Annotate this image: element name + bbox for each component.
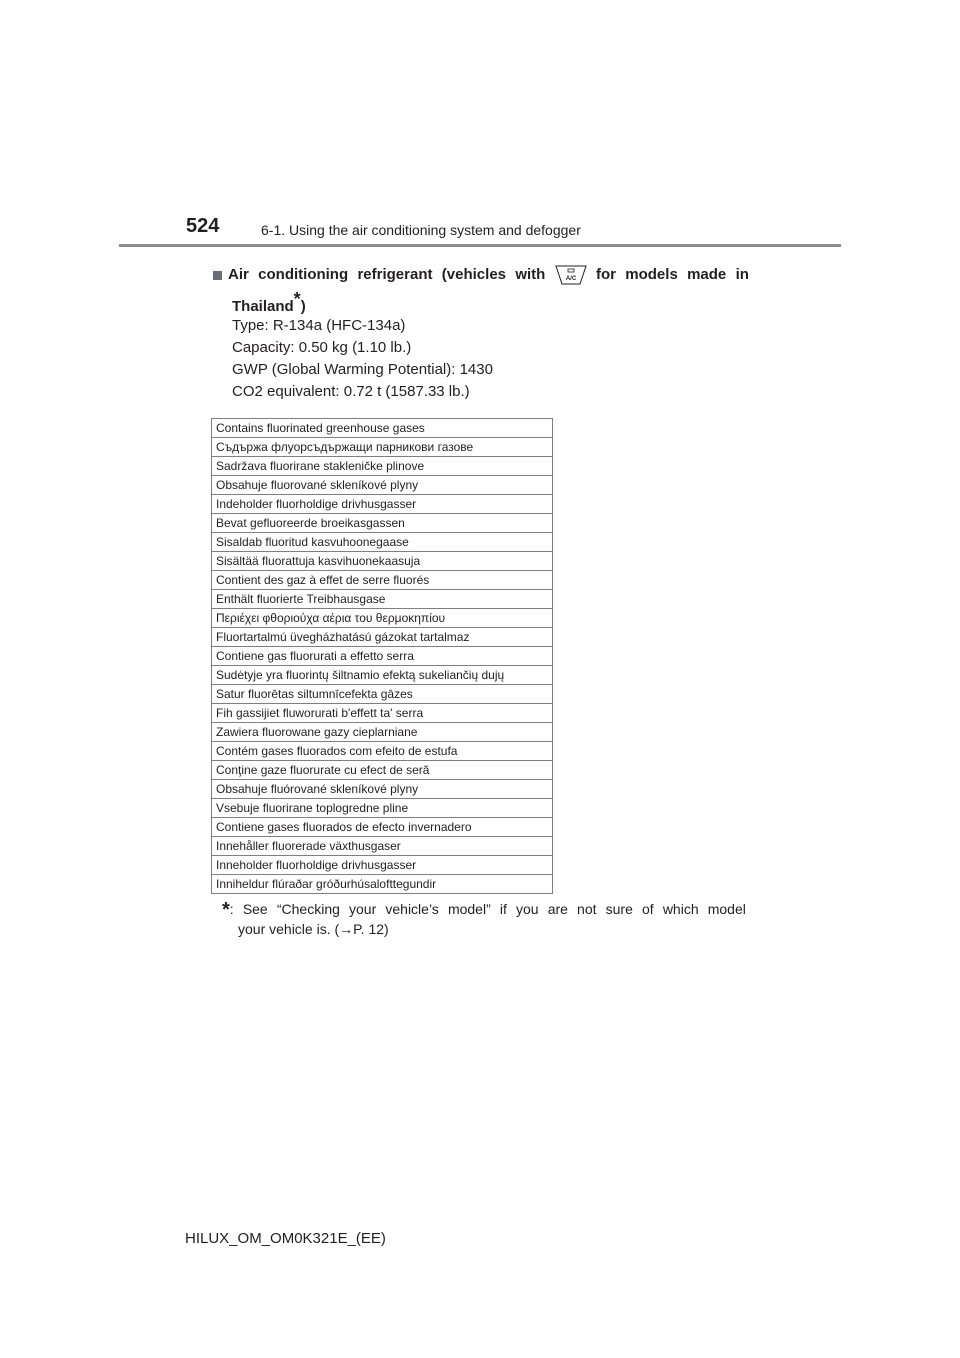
page-number: 524 [186,215,220,237]
table-row [212,818,553,837]
footnote-word: “Checking [276,901,340,917]
footnote-reference: * [293,289,301,309]
table-cell: Obsahuje fluorované skleníkové plyny [212,476,553,495]
table-cell: Bevat gefluoreerde broeikasgassen [212,514,553,533]
footnote-word: *: [222,899,234,921]
table-cell: Περιέχει φθοριούχα αέρια του θερμοκηπίου [212,609,553,628]
table-row [212,609,553,628]
table-row [212,419,553,438]
table-cell: Conţine gaze fluorurate cu efect de seră [212,761,553,780]
table-cell: Sadržava fluorirane stakleničke plinove [212,457,553,476]
heading-word: made [687,266,727,283]
table-cell: Obsahuje fluórované skleníkové plyny [212,780,553,799]
table-cell: Vsebuje fluorirane toplogredne pline [212,799,553,818]
table-row [212,685,553,704]
heading-word: (vehicles [441,266,507,283]
table-row [212,571,553,590]
table-row [212,742,553,761]
table-row [212,514,553,533]
table-row [212,780,553,799]
fluorinated-gases-table [211,418,553,894]
table-row [212,704,553,723]
footnote-line-2: your vehicle is. (→P. 12) [238,921,389,937]
table-cell: Contém gases fluorados com efeito de estufa [212,742,553,761]
table-cell: Enthält fluorierte Treibhausgase [212,590,553,609]
table-row [212,590,553,609]
footnote-word: sure [605,901,633,917]
footnote-word: vehicle’s [385,901,439,917]
table-row [212,761,553,780]
table-row [212,647,553,666]
footnote-word: not [577,901,597,917]
table-cell: Fih gassijiet fluworurati b'effett ta' serra [212,704,553,723]
table-cell: Satur fluorētas siltumnīcefekta gāzes [212,685,553,704]
document-id: HILUX_OM_OM0K321E_(EE) [185,1230,386,1247]
table-cell: Zawiera fluorowane gazy cieplarniane [212,723,553,742]
table-cell: Innehåller fluorerade växthusgaser [212,837,553,856]
refrigerant-heading [213,264,749,317]
bullet-square-icon [213,271,222,280]
footnote-word: See [242,901,268,917]
footnote-word: your [349,901,377,917]
heading-line-1 [213,264,749,286]
footnote-word: model” [447,901,491,917]
ac-button-icon [555,264,587,286]
section-title: 6-1. Using the air conditioning system and defogger [261,222,581,238]
spec-co2: CO2 equivalent: 0.72 t (1587.33 lb.) [232,383,470,400]
table-cell: Contiene gases fluorados de efecto invernadero [212,818,553,837]
heading-word: for [595,266,616,283]
table-row [212,875,553,894]
table-row [212,476,553,495]
table-row [212,457,553,476]
footnote-word: you [515,901,539,917]
table-row [212,799,553,818]
table-cell: Inniheldur flúraðar gróðurhúsalofttegundir [212,875,553,894]
table-row [212,837,553,856]
spec-type: Type: R-134a (HFC-134a) [232,317,406,334]
table-row [212,723,553,742]
footnote-word: model [707,901,746,917]
table-cell: Fluortartalmú üvegházhatású gázokat tartalmaz [212,628,553,647]
header-divider [119,244,841,247]
table-cell: Indeholder fluorholdige drivhusgasser [212,495,553,514]
heading-word: refrigerant [357,266,433,283]
spec-gwp: GWP (Global Warming Potential): 1430 [232,361,493,378]
table-row [212,438,553,457]
table-row [212,856,553,875]
footnote-word: which [662,901,699,917]
table-row [212,533,553,552]
table-cell: Contient des gaz à effet de serre fluorés [212,571,553,590]
heading-word: with [515,266,546,283]
heading-word: conditioning [258,266,349,283]
spec-capacity: Capacity: 0.50 kg (1.10 lb.) [232,339,412,356]
table-cell: Съдържа флуорсъдържащи парникови газове [212,438,553,457]
table-cell: Contiene gas fluorurati a effetto serra [212,647,553,666]
table-cell: Inneholder fluorholdige drivhusgasser [212,856,553,875]
footnote [222,900,746,939]
table-row [212,552,553,571]
footnote-mark: * [222,899,230,921]
heading-word: in [735,266,749,283]
table-row [212,666,553,685]
ac-icon-label: A/C [565,276,576,282]
footnote-word: of [642,901,654,917]
footnote-word: are [547,901,568,917]
table-cell: Sisaldab fluoritud kasvuhoonegaase [212,533,553,552]
table-cell: Contains fluorinated greenhouse gases [212,419,553,438]
table-row [212,495,553,514]
table-cell: Sudėtyje yra fluorintų šiltnamio efektą sukeliančių dujų [212,666,553,685]
footnote-line-1 [222,900,746,920]
heading-line-2: Thailand*) [232,289,306,315]
heading-word: models [625,266,678,283]
footnote-word: if [499,901,507,917]
heading-word: Air [213,265,249,285]
refrigerant-specs [232,315,493,403]
table-cell: Sisältää fluorattuja kasvihuonekaasuja [212,552,553,571]
table-row [212,628,553,647]
